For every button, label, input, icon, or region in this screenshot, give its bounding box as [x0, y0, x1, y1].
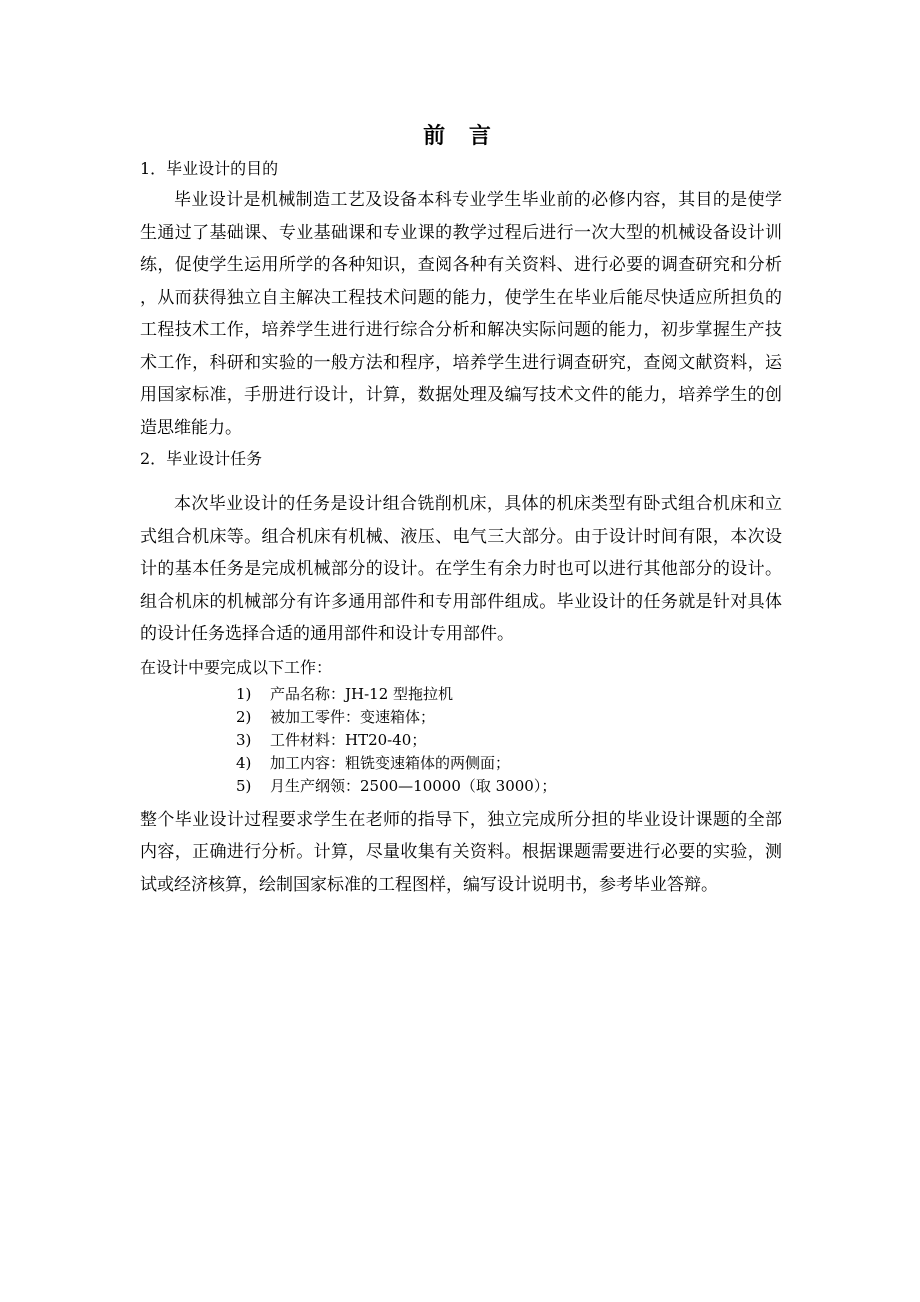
section-heading-purpose: 1．毕业设计的目的: [140, 159, 279, 178]
paragraph-task: 本次毕业设计的任务是设计组合铣削机床，具体的机床类型有卧式组合机床和立式组合机床等。组合机床有机械、液压、电气三大部分。由于设计时间有限，本次设计的基本任务是完成机械部分的设计。在学生有余力时也可以进行其他部分的设计。组合机床的机械部分有许多通用部件和专用部件组成。毕业设计的任务就是针对具体的设计任务选择合适的通用部件和设计专用部件。: [140, 494, 782, 644]
list-item-number: 2): [236, 707, 252, 726]
list-item: [236, 752, 782, 775]
list-item-text: 产品名称：JH-12 型拖拉机: [270, 684, 454, 703]
section-heading-task: 2．毕业设计任务: [140, 449, 263, 468]
list-item-text: 加工内容：粗铣变速箱体的两侧面；: [270, 753, 511, 772]
list-item: [236, 775, 782, 798]
list-item-number: 1): [236, 684, 252, 703]
list-item-text: 工件材料：HT20-40；: [270, 730, 427, 749]
document-body: [140, 118, 782, 901]
list-item-number: 5): [236, 776, 252, 795]
page-title: 前 言: [423, 123, 499, 149]
paragraph-closing: 整个毕业设计过程要求学生在老师的指导下，独立完成所分担的毕业设计课题的全部内容，正确进行分析。计算，尽量收集有关资料。根据课题需要进行必要的实验，测试或经济核算，绘制国家标准的工程图样，编写设计说明书，参考毕业答辩。: [140, 809, 782, 895]
list-item: [236, 706, 782, 729]
list-item-number: 4): [236, 753, 252, 772]
paragraph-purpose: 毕业设计是机械制造工艺及设备本科专业学生毕业前的必修内容，其目的是使学生通过了基础课、专业基础课和专业课的教学过程后进行一次大型的机械设备设计训练，促使学生运用所学的各种知识，查阅各种有关资料、进行必要的调查研究和分析，从而获得独立自主解决工程技术问题的能力，使学生在毕业后能尽快适应所担负的工程技术工作，培养学生进行进行综合分析和解决实际问题的能力，初步掌握生产技术工作，科研和实验的一般方法和程序，培养学生进行调查研究，查阅文献资料，运用国家标准，手册进行设计，计算，数据处理及编写技术文件的能力，培养学生的创造思维能力。: [140, 190, 782, 438]
work-list-intro: 在设计中要完成以下工作：: [140, 657, 333, 677]
work-list: [140, 683, 782, 798]
list-item: [236, 729, 782, 752]
list-item-number: 3): [236, 730, 252, 749]
list-item-text: 被加工零件：变速箱体；: [270, 707, 436, 726]
list-item: [236, 683, 782, 706]
list-item-text: 月生产纲领：2500—10000（取 3000）；: [270, 776, 557, 795]
